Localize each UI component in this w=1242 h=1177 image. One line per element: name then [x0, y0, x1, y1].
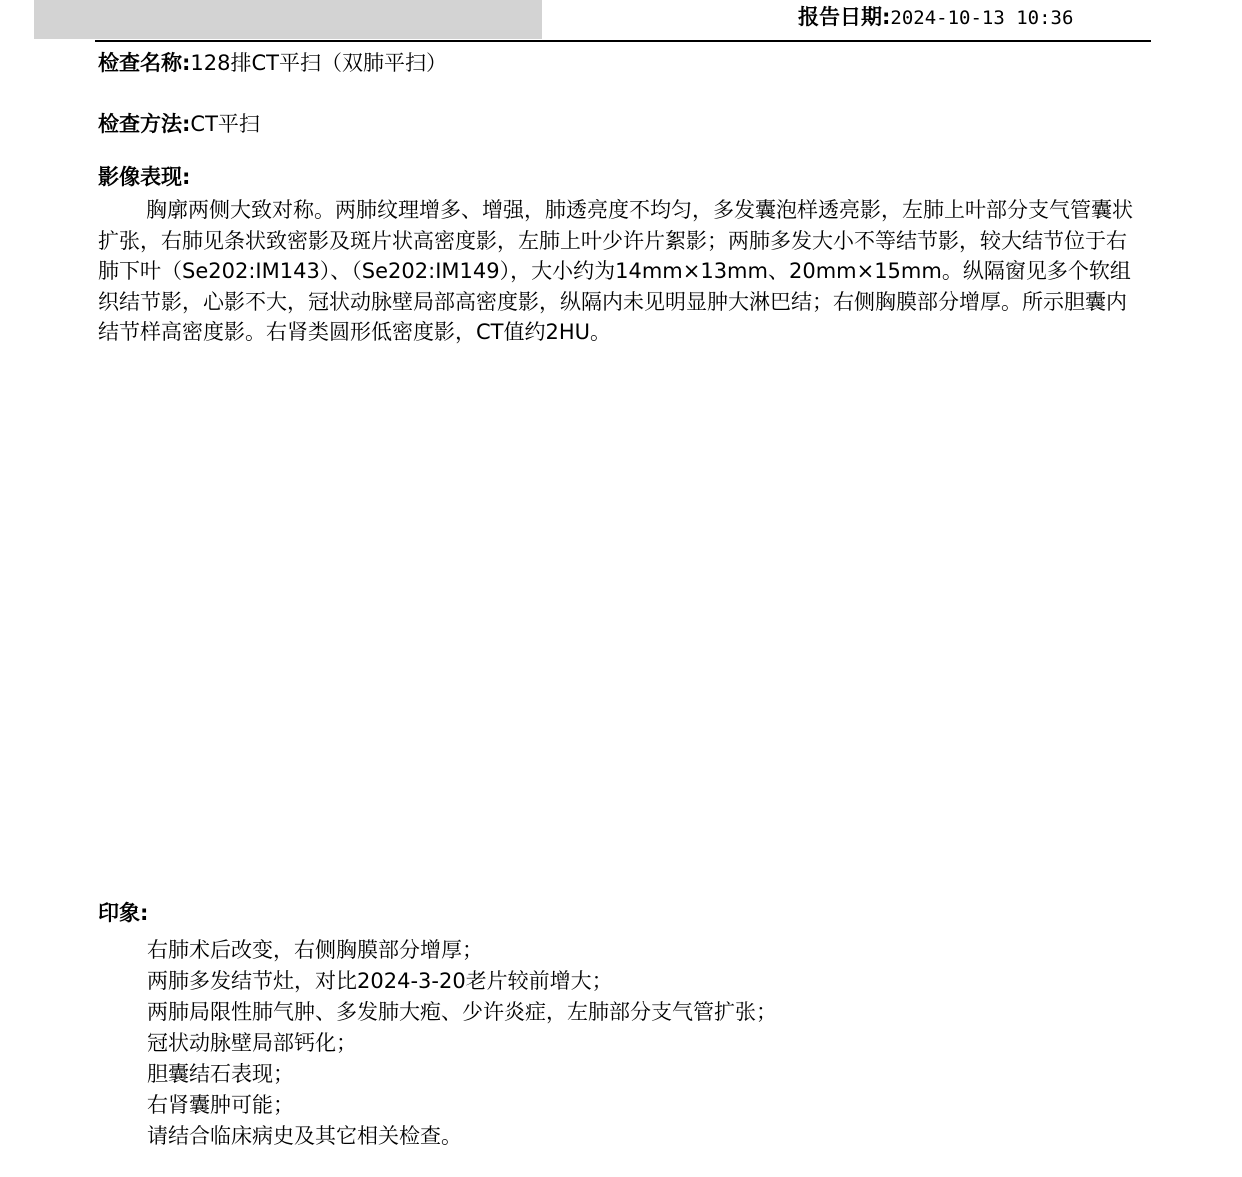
report-date-label: 报告日期: — [798, 5, 891, 29]
exam-name-row — [98, 48, 447, 78]
redaction-bar — [34, 0, 542, 39]
impression-item: 右肺术后改变，右侧胸膜部分增厚； — [147, 938, 483, 962]
impression-item: 右肾囊肿可能； — [147, 1093, 294, 1117]
report-date — [798, 4, 1073, 31]
header-divider — [95, 40, 1151, 42]
findings-text: 胸廓两侧大致对称。两肺纹理增多、增强，肺透亮度不均匀，多发囊泡样透亮影，左肺上叶部分支气管囊状扩张，右肺见条状致密影及斑片状高密度影，左肺上叶少许片絮影；两肺多发大小不等结节影，较大结节位于右肺下叶（Se202:IM143）、（Se202:IM149），大小约为14mm×13mm、20mm×15mm。纵隔窗见多个软组织结节影，心影不大，冠状动脉壁局部高密度影，纵隔内未见明显肿大淋巴结；右侧胸膜部分增厚。所示胆囊内结节样高密度影。右肾类圆形低密度影，CT值约2HU。 — [98, 198, 1133, 344]
exam-name-value: 128排CT平扫（双肺平扫） — [190, 51, 447, 75]
impression-item: 两肺局限性肺气肿、多发肺大疱、少许炎症，左肺部分支气管扩张； — [147, 1000, 777, 1024]
exam-method-value: CT平扫 — [190, 112, 260, 136]
exam-method-label: 检查方法: — [98, 112, 191, 136]
impression-item: 两肺多发结节灶，对比2024-3-20老片较前增大； — [147, 969, 613, 993]
impression-list — [147, 935, 1147, 1152]
impression-heading: 印象: — [98, 901, 149, 925]
exam-method-row — [98, 109, 260, 139]
findings-heading: 影像表现: — [98, 165, 191, 189]
impression-item: 胆囊结石表现； — [147, 1062, 294, 1086]
impression-item: 请结合临床病史及其它相关检查。 — [147, 1124, 462, 1148]
impression-item: 冠状动脉壁局部钙化； — [147, 1031, 357, 1055]
exam-name-label: 检查名称: — [98, 51, 191, 75]
report-date-value: 2024-10-13 10:36 — [890, 7, 1074, 29]
